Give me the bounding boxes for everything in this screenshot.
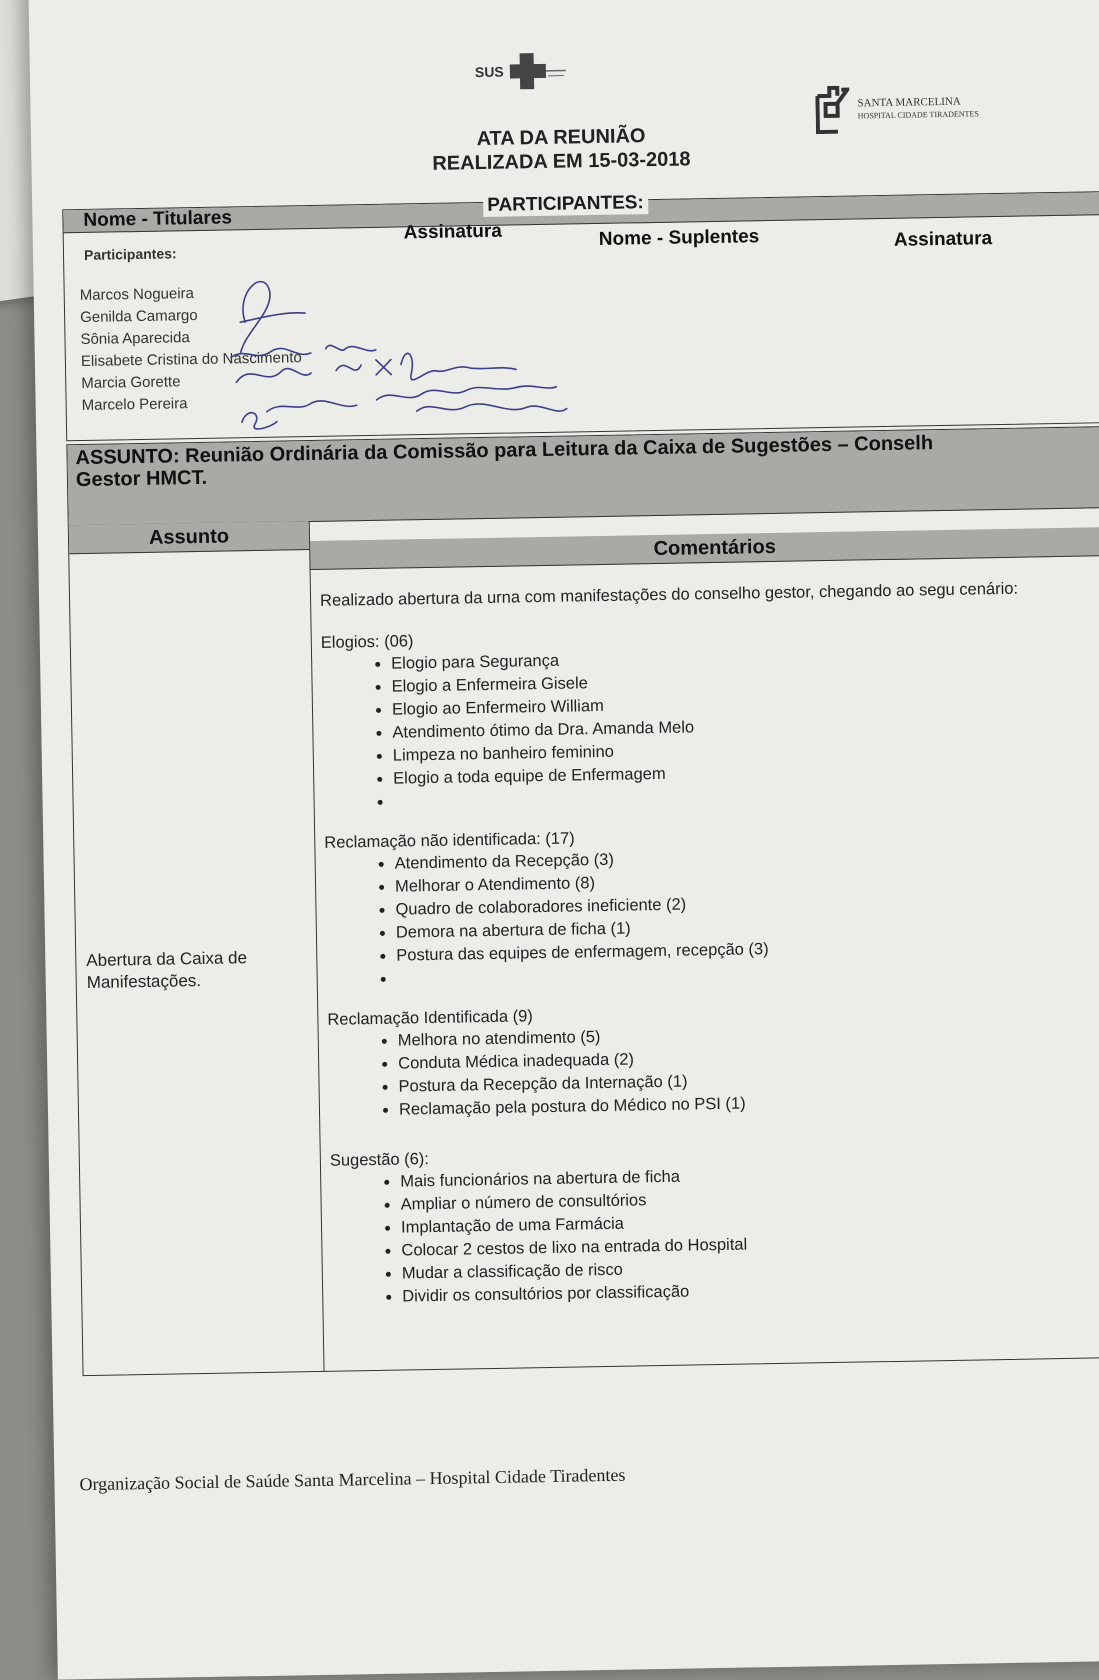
list-item: • Ampliar o número de consultórios [400,1182,1090,1217]
list-item: • Elogio a Enfermeira Gisele [391,664,1081,699]
sus-logo-text: SUS [475,64,504,81]
title-line-1: ATA DA REUNIÃO [396,123,726,153]
list-item: • Demora na abertura de ficha (1) [396,910,1086,945]
list-item: • Melhorar o Atendimento (8) [395,864,1085,899]
participants-title: PARTICIPANTES: [483,192,648,217]
list-item: • Atendimento da Recepção (3) [395,841,1085,876]
col-suplentes: Nome - Suplentes [599,226,760,251]
sugestao-title: Sugestão (6): [330,1138,1090,1172]
assunto-line-1: ASSUNTO: Reunião Ordinária da Comissão para Leitura da Caixa de Sugestões – Conselh [75,432,933,469]
col-assinatura-2: Assinatura [894,228,993,252]
title-line-2: REALIZADA EM 15-03-2018 [396,147,726,177]
elogios-list [321,641,1084,815]
elogios-title: Elogios: (06) [321,620,1081,654]
reclamacao-id-title: Reclamação Identificada (9) [327,997,1087,1031]
comments-cell [320,578,1092,1310]
reclamacao-nao-list [325,841,1087,992]
assunto-topic: Abertura da Caixa de Manifestações. [86,946,297,994]
sus-cross-icon [507,50,568,91]
comments-intro: Realizado abertura da urna com manifestações do conselho gestor, chegando ao segu cenário: [320,578,1080,611]
sus-logo [475,50,568,92]
hospital-logo [815,83,979,134]
assunto-header [67,427,1099,526]
list-item: • Quadro de colaboradores ineficiente (2) [395,887,1085,922]
participant-name: Genilda Camargo [80,303,301,329]
hospital-subtitle: HOSPITAL CIDADE TIRADENTES [858,109,979,122]
participant-name: Marcelo Pereira [81,391,302,417]
hospital-name: SANTA MARCELINA [857,94,978,111]
participant-name: Marcia Gorette [81,369,302,395]
participants-label: Participantes: [84,245,177,263]
document-title [396,123,727,177]
list-item: • Atendimento ótimo da Dra. Amanda Melo [392,710,1082,745]
col-comentarios: Comentários [310,527,1099,570]
document-page [28,0,1099,1680]
sugestao-list [330,1159,1092,1310]
list-item: • Melhora no atendimento (5) [398,1018,1088,1053]
reclamacao-id-list [328,1018,1089,1123]
handwritten-signatures [224,256,587,432]
col-assunto: Assunto [69,521,309,554]
participant-name: Elisabete Cristina do Nascimento [81,347,302,373]
list-item: • Colocar 2 cestos de lixo na entrada do Hospital [401,1228,1091,1263]
participants-table [62,191,1099,441]
assunto-table [66,426,1099,1376]
list-item: • Mudar a classificação de risco [402,1251,1092,1286]
list-item: • Mais funcionários na abertura de ficha [400,1159,1090,1194]
assunto-line-2: Gestor HMCT. [76,454,934,491]
santa-marcelina-emblem-icon [815,86,850,135]
participant-name: Marcos Nogueira [80,281,301,307]
list-item: • Elogio a toda equipe de Enfermagem [393,756,1083,791]
document-footer: Organização Social de Saúde Santa Marcelina – Hospital Cidade Tiradentes [79,1465,625,1496]
list-item: • Reclamação pela postura do Médico no PSI (1) [399,1087,1089,1122]
assunto-title [75,432,933,491]
list-item: • Postura das equipes de enfermagem, recepção (3) [396,933,1086,968]
participant-name: Sônia Aparecida [80,325,301,351]
col-assinatura-1: Assinatura [404,221,503,245]
list-item: • Conduta Médica inadequada (2) [398,1041,1088,1076]
list-item: • Elogio ao Enfermeiro William [392,687,1082,722]
list-item: • Implantação de uma Farmácia [401,1205,1091,1240]
list-item: • Elogio para Segurança [391,641,1081,676]
list-item: • Limpeza no banheiro feminino [393,733,1083,768]
list-item: • Postura da Recepção da Internação (1) [398,1064,1088,1099]
col-titulares: Nome - Titulares [83,207,232,232]
list-item: • Dividir os consultórios por classificação [402,1274,1092,1309]
reclamacao-nao-title: Reclamação não identificada: (17) [324,820,1084,854]
